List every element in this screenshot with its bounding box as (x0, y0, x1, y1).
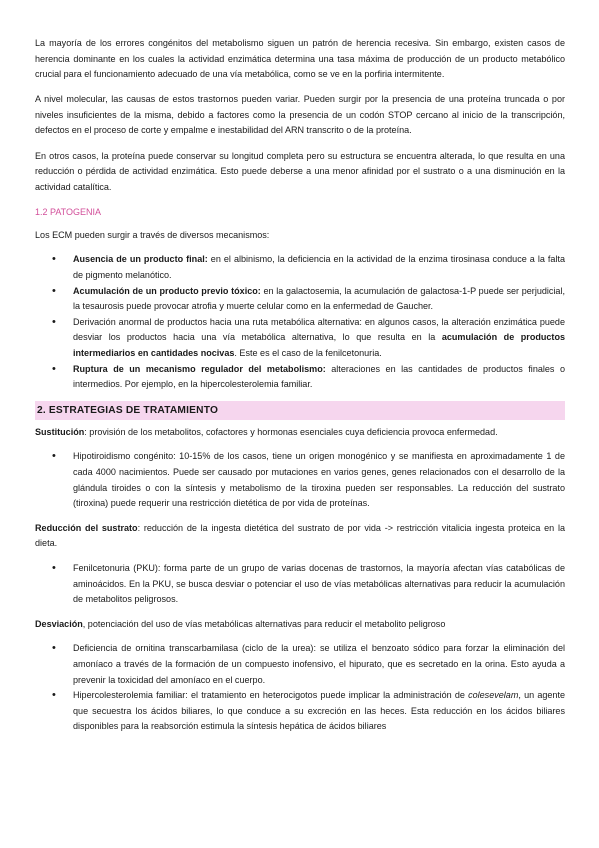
bullet-icon: • (52, 362, 56, 375)
term-reduccion: Reducción del sustrato (35, 522, 138, 533)
item-text: Hipotiroidismo congénito: 10-15% de los casos, tiene un origen monogénico y se manifiesta en aproximadamente 1 de cada 4000 nacimientos. Puede ser causado por mutaciones en varios genes, genes relacionados con el desarrollo de la glándula tiroides o con la síntesis y metabolismo de la tiroxina pueden ser responsables. La reducción del sustrato (tiroxina) puede requerir una restricción dietética de por vida de proteínas. (73, 451, 565, 509)
list-item (35, 252, 565, 283)
item-text: . Este es el caso de la fenilcetonuria. (234, 348, 382, 358)
reduccion-list (35, 561, 565, 608)
paragraph-sustitucion (35, 425, 565, 441)
sustitucion-list (35, 449, 565, 511)
item-text: en la galactosemia, la acumulación de galactosa-1-P puede ser perjudicial, la tesaurosis puede provocar atrofia y muerte celular como en la enfermedad de Gaucher. (73, 285, 565, 312)
item-text: Derivación anormal de productos hacia una ruta metabólica alternativa: en algunos casos, la alteración enzimática puede desviar los productos hacia una vía metabólica alternativa, lo que resulta en la (73, 316, 565, 343)
section-heading-band (35, 401, 565, 420)
definition-text: : reducción de la ingesta dietética del sustrato de por vida -> restricción vitalicia ingesta proteica en la dieta. (35, 522, 566, 549)
list-item (35, 641, 565, 688)
list-item (35, 449, 565, 511)
paragraph-causas-moleculares: A nivel molecular, las causas de estos trastornos pueden variar. Pueden surgir por la presencia de una proteína truncada o por niveles insuficientes de la misma, debido a factores como la presencia de un codón STOP cercano al inicio de la transcripción, defectos en el proceso de corte y empalme e inestabilidad del ARN transcrito o de la proteína. (35, 94, 565, 136)
desviacion-list (35, 641, 565, 735)
item-text: Deficiencia de ornitina transcarbamilasa (ciclo de la urea): se utiliza el benzoato sódico para forzar la eliminación del amoníaco a través de la formación de un compuesto inofensivo, el hipurato, que es secretado en la orina. Esto ayuda a prevenir la toxicidad del amoníaco en el cuerpo. (73, 643, 565, 685)
list-item (35, 688, 565, 735)
list-item (35, 561, 565, 608)
paragraph-herencia: La mayoría de los errores congénitos del metabolismo siguen un patrón de herencia recesiva. Sin embargo, existen casos de herencia dominante en los cuales la actividad enzimática determina una tasa máxima de producción de un producto metabólico crucial para el funcionamiento adecuado de una vía metabólica, como se ve en la porfiria intermitente. (35, 38, 565, 80)
paragraph-reduccion (35, 521, 565, 552)
list-item (35, 315, 565, 362)
paragraph-desviacion (35, 617, 565, 633)
term-sustitucion: Sustitución (35, 426, 85, 437)
paragraph-estructura-alterada: En otros casos, la proteína puede conservar su longitud completa pero su estructura se encuentra alterada, lo que resulta en una reducción o pérdida de actividad enzimática. Esto puede deberse a una menor afinidad por el sustrato o a una disminución en la actividad catalítica. (35, 150, 565, 192)
drug-name: colesevelam (468, 690, 519, 701)
term-desviacion: Desviación (35, 618, 83, 629)
item-term: Ruptura de un mecanismo regulador del metabolismo: (73, 363, 326, 374)
item-text: , un agente que secuestra los ácidos biliares, lo que conduce a su excreción en las heces. Esta reducción en los ácidos biliares disponibles para la reabsorción estimula la síntesis hepática de ácidos biliares (73, 690, 565, 732)
section-heading: 2. ESTRATEGIAS DE TRATAMIENTO (37, 404, 219, 416)
item-text: Fenilcetonuria (PKU): forma parte de un grupo de varias docenas de trastornos, la mayoría afectan vías catabólicas de aminoácidos. En la PKU, se busca desviar o potenciar el uso de vías metabólicas alternativas para reducir la acumulación de metabolitos peligrosos. (73, 562, 565, 605)
bullet-icon: • (52, 253, 56, 266)
section-label-patogenia: 1.2 PATOGENIA (35, 206, 102, 217)
definition-text: , potenciación del uso de vías metabólicas alternativas para reducir el metabolito peligroso (82, 618, 446, 629)
item-text: alteraciones en las cantidades de productos finales o intermedios. Por ejemplo, en la hipercolesterolemia familiar. (73, 363, 565, 390)
item-text: en el albinismo, la deficiencia en la actividad de la enzima tirosinasa conduce a la falta de pigmento melanótico. (73, 254, 566, 281)
bullet-icon: • (52, 642, 56, 655)
paragraph-patogenia-intro: Los ECM pueden surgir a través de diversos mecanismos: (35, 229, 270, 240)
definition-text: : provisión de los metabolitos, cofactores y hormonas esenciales cuya deficiencia provoca enfermedad. (84, 426, 498, 437)
patogenia-list (35, 252, 565, 392)
list-item (35, 284, 565, 315)
list-item (35, 362, 565, 393)
bullet-icon: • (52, 561, 56, 574)
item-text: Hipercolesterolemia familiar: el tratamiento en heterocigotos puede implicar la administración de (73, 690, 469, 701)
item-term: Ausencia de un producto final: (73, 254, 208, 265)
bullet-icon: • (52, 284, 56, 297)
item-term: acumulación de productos intermediarios en cantidades nocivas (73, 332, 565, 358)
bullet-icon: • (52, 689, 56, 702)
bullet-icon: • (52, 450, 56, 463)
item-term: Acumulación de un producto previo tóxico: (73, 285, 261, 296)
bullet-icon: • (52, 315, 56, 328)
